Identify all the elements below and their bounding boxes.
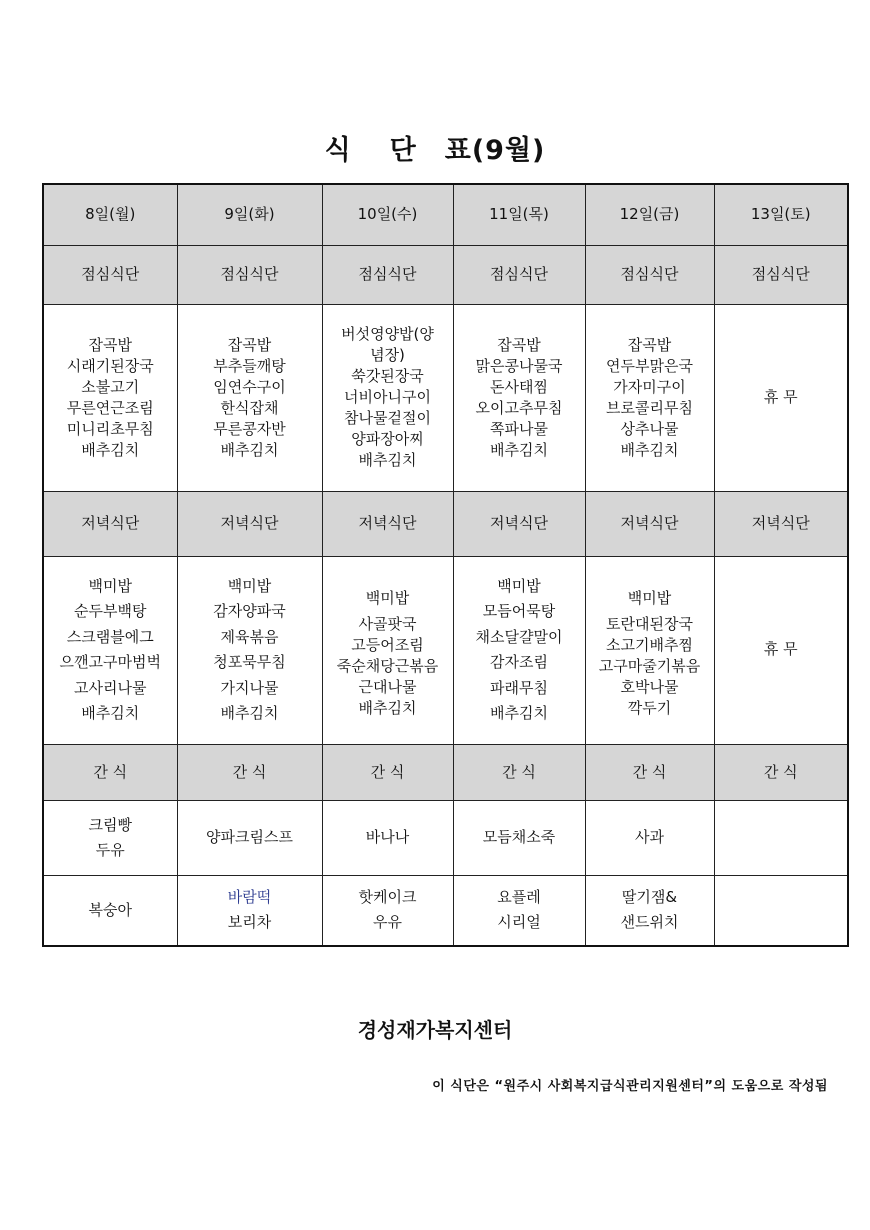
menu-item: 스크램블에그 bbox=[66, 627, 154, 646]
menu-item: 제육볶음 bbox=[220, 627, 279, 646]
lunch-cell bbox=[453, 304, 585, 491]
snack-cell bbox=[453, 800, 585, 875]
snack-cell-empty bbox=[714, 800, 848, 875]
dinner-cell-closed bbox=[714, 556, 848, 744]
title-part-1: 식 bbox=[324, 135, 352, 166]
lunch-cell bbox=[177, 304, 322, 491]
lunch-label: 점심식단 bbox=[453, 245, 585, 304]
menu-item: 쑥갓된장국 bbox=[351, 367, 424, 385]
menu-item: 양파장아찌 bbox=[351, 430, 424, 448]
snack-row-2 bbox=[43, 875, 848, 946]
lunch-label: 점심식단 bbox=[43, 245, 177, 304]
title-part-3: 표(9월) bbox=[444, 135, 546, 166]
menu-item: 채소달걀말이 bbox=[475, 627, 563, 646]
page-title bbox=[0, 128, 870, 167]
menu-item: 백미밥 bbox=[365, 588, 410, 607]
day-header: 10일(수) bbox=[322, 184, 453, 245]
dinner-menu-row bbox=[43, 556, 848, 744]
menu-item: 감자조림 bbox=[490, 653, 548, 671]
lunch-label: 점심식단 bbox=[714, 245, 848, 304]
lunch-cell bbox=[43, 304, 177, 491]
menu-item: 핫케이크 bbox=[358, 888, 417, 907]
menu-item: 가지나물 bbox=[220, 678, 279, 697]
snack-label: 간 식 bbox=[322, 744, 453, 800]
lunch-cell bbox=[322, 304, 453, 491]
closed-label: 휴 무 bbox=[763, 640, 798, 659]
menu-item: 연두부맑은국 bbox=[606, 356, 693, 375]
menu-item: 무른콩자반 bbox=[213, 419, 286, 438]
menu-item: 요플레 bbox=[497, 888, 541, 907]
menu-item: 시리얼 bbox=[497, 913, 541, 932]
menu-item: 순두부백탕 bbox=[74, 602, 147, 620]
menu-item: 백미밥 bbox=[497, 576, 541, 595]
snack-cell bbox=[585, 800, 714, 875]
menu-item: 배추김치 bbox=[81, 704, 140, 722]
menu-item: 가자미구이 bbox=[613, 377, 686, 396]
dinner-cell bbox=[43, 556, 177, 744]
lunch-cell bbox=[585, 304, 714, 491]
menu-item: 소불고기 bbox=[81, 377, 140, 396]
snack-cell bbox=[585, 875, 714, 946]
menu-item: 바람떡 bbox=[227, 888, 272, 907]
dinner-label: 저녁식단 bbox=[322, 491, 453, 556]
dinner-label-row bbox=[43, 491, 848, 556]
lunch-label: 점심식단 bbox=[322, 245, 453, 304]
menu-item: 고사리나물 bbox=[74, 678, 147, 697]
closed-label: 휴 무 bbox=[763, 388, 798, 406]
menu-item: 너비아니구이 bbox=[344, 388, 431, 406]
menu-item: 백미밥 bbox=[88, 576, 132, 595]
menu-item: 미니리초무침 bbox=[66, 419, 154, 438]
menu-item: 배추김치 bbox=[358, 451, 417, 469]
menu-item: 소고기배추찜 bbox=[606, 635, 693, 654]
snack-label: 간 식 bbox=[43, 744, 177, 800]
footnote: 이 식단은 “원주시 사회복지급식관리지원센터”의 도움으로 작성됨 bbox=[432, 1079, 828, 1094]
menu-item: 버섯영양밥(양 bbox=[341, 325, 434, 343]
snack-cell-empty bbox=[714, 875, 848, 946]
menu-item: 파래무침 bbox=[490, 678, 548, 697]
snack-label: 간 식 bbox=[585, 744, 714, 800]
menu-item: 한식잡채 bbox=[220, 398, 279, 417]
lunch-label-row bbox=[43, 245, 848, 304]
snack-label-row bbox=[43, 744, 848, 800]
menu-item: 양파크림스프 bbox=[206, 828, 293, 846]
snack-cell bbox=[177, 875, 322, 946]
menu-item: 복숭아 bbox=[88, 900, 132, 919]
menu-item: 배추김치 bbox=[220, 704, 279, 722]
day-header-row bbox=[43, 184, 848, 245]
day-header: 13일(토) bbox=[714, 184, 848, 245]
menu-item: 죽순채당근볶음 bbox=[336, 656, 439, 675]
title-part-2: 단 bbox=[389, 135, 417, 166]
menu-item: 백미밥 bbox=[227, 576, 272, 595]
snack-label: 간 식 bbox=[714, 744, 848, 800]
dinner-label: 저녁식단 bbox=[177, 491, 322, 556]
menu-item: 고구마줄기볶음 bbox=[598, 656, 701, 675]
snack-cell bbox=[322, 800, 453, 875]
menu-item: 딸기잼& bbox=[621, 888, 678, 907]
day-header: 8일(월) bbox=[43, 184, 177, 245]
menu-item: 배추김치 bbox=[358, 698, 417, 717]
menu-item: 감자양파국 bbox=[213, 602, 286, 620]
lunch-cell-closed bbox=[714, 304, 848, 491]
snack-label: 간 식 bbox=[453, 744, 585, 800]
menu-item: 사골팟국 bbox=[358, 614, 417, 633]
snack-cell bbox=[43, 800, 177, 875]
menu-item: 부추들깨탕 bbox=[213, 356, 286, 375]
menu-item: 무른연근조림 bbox=[66, 398, 154, 417]
menu-item: 상추나물 bbox=[620, 419, 679, 438]
dinner-cell bbox=[585, 556, 714, 744]
menu-item: 으깬고구마범벅 bbox=[59, 653, 161, 671]
center-name: 경성재가복지센터 bbox=[357, 1018, 513, 1042]
dinner-cell bbox=[177, 556, 322, 744]
lunch-label: 점심식단 bbox=[585, 245, 714, 304]
dinner-label: 저녁식단 bbox=[453, 491, 585, 556]
menu-item: 잡곡밥 bbox=[227, 335, 272, 354]
menu-item: 임연수구이 bbox=[213, 377, 286, 396]
menu-item: 배추김치 bbox=[490, 704, 548, 722]
menu-item: 근대나물 bbox=[358, 677, 417, 696]
menu-item: 크림빵 bbox=[88, 815, 132, 834]
menu-item: 모듬채소죽 bbox=[482, 828, 556, 846]
menu-item: 모듬어묵탕 bbox=[482, 602, 556, 620]
lunch-menu-row bbox=[43, 304, 848, 491]
menu-item: 맑은콩나물국 bbox=[475, 356, 563, 375]
snack-cell bbox=[177, 800, 322, 875]
menu-item: 배추김치 bbox=[490, 440, 548, 459]
menu-item: 배추김치 bbox=[81, 440, 140, 459]
dinner-cell bbox=[453, 556, 585, 744]
snack-cell bbox=[43, 875, 177, 946]
menu-item: 사과 bbox=[635, 828, 664, 846]
menu-item: 념장) bbox=[370, 346, 405, 364]
menu-table bbox=[42, 183, 849, 947]
lunch-label: 점심식단 bbox=[177, 245, 322, 304]
day-header: 11일(목) bbox=[453, 184, 585, 245]
snack-row-1 bbox=[43, 800, 848, 875]
menu-item: 고등어조림 bbox=[351, 635, 424, 654]
day-header: 9일(화) bbox=[177, 184, 322, 245]
snack-cell bbox=[453, 875, 585, 946]
menu-item: 잡곡밥 bbox=[497, 335, 541, 354]
dinner-label: 저녁식단 bbox=[43, 491, 177, 556]
menu-item: 오이고추무침 bbox=[475, 398, 563, 417]
menu-item: 시래기된장국 bbox=[66, 356, 154, 375]
menu-item: 두유 bbox=[95, 840, 125, 859]
menu-item: 참나물겉절이 bbox=[344, 409, 431, 427]
day-header: 12일(금) bbox=[585, 184, 714, 245]
menu-item: 잡곡밥 bbox=[627, 335, 672, 354]
snack-label: 간 식 bbox=[177, 744, 322, 800]
snack-cell bbox=[322, 875, 453, 946]
menu-item: 백미밥 bbox=[627, 588, 672, 607]
menu-item: 호박나물 bbox=[620, 677, 679, 696]
menu-item: 쪽파나물 bbox=[490, 419, 548, 438]
menu-item: 보리차 bbox=[227, 913, 272, 932]
menu-item: 토란대된장국 bbox=[606, 614, 693, 633]
dinner-label: 저녁식단 bbox=[585, 491, 714, 556]
menu-item: 깍두기 bbox=[627, 698, 672, 717]
menu-item: 잡곡밥 bbox=[88, 335, 132, 354]
menu-item: 브로콜리무침 bbox=[606, 398, 693, 417]
dinner-cell bbox=[322, 556, 453, 744]
menu-item: 배추김치 bbox=[620, 440, 679, 459]
menu-item: 돈사태찜 bbox=[490, 377, 548, 396]
menu-item: 샌드위치 bbox=[620, 913, 679, 932]
dinner-label: 저녁식단 bbox=[714, 491, 848, 556]
menu-item: 배추김치 bbox=[220, 440, 279, 459]
menu-item: 청포묵무침 bbox=[213, 653, 286, 671]
menu-item: 우유 bbox=[373, 913, 402, 932]
menu-item: 바나나 bbox=[365, 828, 410, 846]
